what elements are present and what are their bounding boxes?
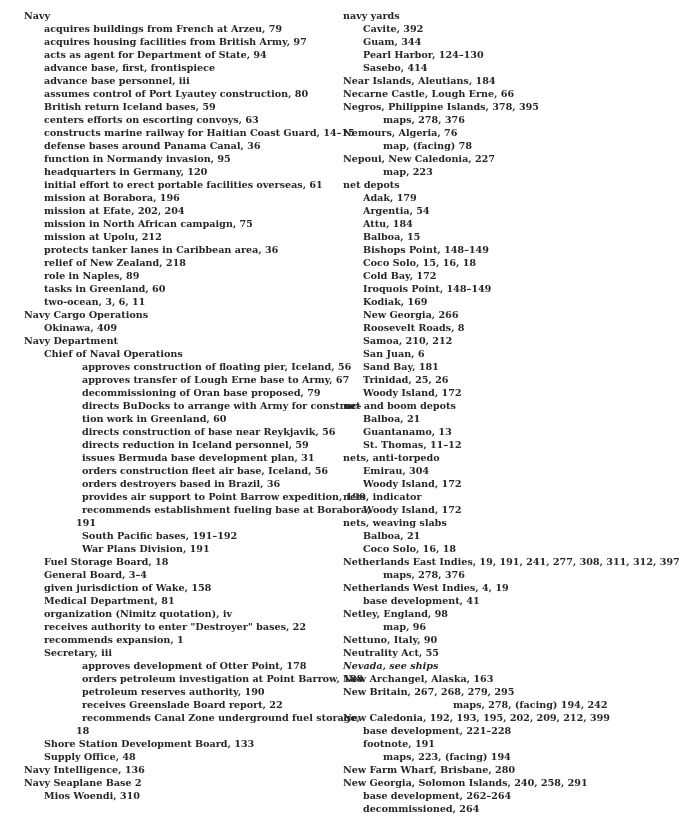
index-subentry: two-ocean, 3, 6, 11	[44, 297, 146, 308]
index-subentry: centers efforts on escorting convoys, 63	[44, 115, 259, 126]
index-heading: Necarne Castle, Lough Erne, 66	[343, 89, 515, 100]
index-heading: Nepoui, New Caledonia, 227	[343, 154, 496, 165]
index-subentry: Coco Solo, 16, 18	[363, 544, 457, 555]
index-subentry: recommends expansion, 1	[44, 635, 184, 646]
index-subentry: base development, 41	[363, 596, 480, 607]
index-subentry: decommissioning of Oran base proposed, 79	[82, 388, 321, 399]
index-subentry: organization (Nimitz quotation), iv	[44, 609, 233, 620]
index-subentry: Medical Department, 81	[44, 596, 175, 607]
index-subentry: receives Greenslade Board report, 22	[82, 700, 283, 711]
index-subentry: maps, 278, (facing) 194, 242	[453, 700, 608, 711]
index-subentry: directs BuDocks to arrange with Army for construc-	[82, 401, 362, 412]
index-subentry: advance base, first, frontispiece	[44, 63, 216, 74]
index-subentry: Woody Island, 172	[363, 388, 462, 399]
index-subentry: acquires buildings from French at Arzeu, 79	[44, 24, 283, 35]
index-heading: Near Islands, Aleutians, 184	[343, 76, 496, 87]
index-subentry: decommissioned, 264	[363, 804, 480, 815]
index-subentry: directs construction of base near Reykjavik, 56	[82, 427, 336, 438]
index-subentry: directs reduction in Iceland personnel, 59	[82, 440, 309, 451]
index-subentry: New Georgia, 266	[363, 310, 459, 321]
index-subentry: Cold Bay, 172	[363, 271, 437, 282]
index-subentry: constructs marine railway for Haitian Coast Guard, 14–15	[44, 128, 355, 139]
index-subentry: Secretary, iii	[44, 648, 113, 659]
index-subentry: mission at Efate, 202, 204	[44, 206, 185, 217]
index-subentry: Trinidad, 25, 26	[363, 375, 449, 386]
index-subentry: map, (facing) 78	[383, 141, 473, 152]
index-subentry: function in Normandy invasion, 95	[44, 154, 231, 165]
index-subentry: given jurisdiction of Wake, 158	[44, 583, 212, 594]
index-heading: Netherlands East Indies, 19, 191, 241, 277, 308, 311, 312, 397	[343, 557, 680, 568]
index-subentry: Mios Woendi, 310	[44, 791, 140, 802]
index-heading: net and boom depots	[343, 401, 456, 412]
index-subentry: orders construction fleet air base, Iceland, 56	[82, 466, 329, 477]
index-heading: New Farm Wharf, Brisbane, 280	[343, 765, 516, 776]
index-heading: net depots	[343, 180, 400, 191]
index-subentry: Balboa, 21	[363, 531, 421, 542]
index-column-right	[343, 10, 680, 816]
index-subentry: protects tanker lanes in Caribbean area, 36	[44, 245, 279, 256]
index-subentry: recommends Canal Zone underground fuel storage,	[82, 713, 360, 724]
index-subentry: advance base personnel, iii	[44, 76, 190, 87]
index-heading: Negros, Philippine Islands, 378, 395	[343, 102, 539, 113]
index-subentry: recommends establishment fueling base at Borabora,	[82, 505, 371, 516]
index-subentry: initial effort to erect portable facilities overseas, 61	[44, 180, 323, 191]
index-subentry: map, 96	[383, 622, 427, 633]
index-heading: Netley, England, 98	[343, 609, 448, 620]
index-subentry: provides air support to Point Barrow expedition, 190	[82, 492, 366, 503]
index-subentry: headquarters in Germany, 120	[44, 167, 208, 178]
index-subentry: British return Iceland bases, 59	[44, 102, 216, 113]
index-subentry: Supply Office, 48	[44, 752, 136, 763]
index-subentry: Guam, 344	[363, 37, 422, 48]
index-subentry: Guantanamo, 13	[363, 427, 452, 438]
index-subentry: orders destroyers based in Brazil, 36	[82, 479, 281, 490]
index-subentry: base development, 262–264	[363, 791, 512, 802]
index-subentry: assumes control of Port Lyautey construction, 80	[44, 89, 309, 100]
index-subentry: Balboa, 21	[363, 414, 421, 425]
index-heading: New Caledonia, 192, 193, 195, 202, 209, 212, 399	[343, 713, 610, 724]
index-subentry: Pearl Harbor, 124–130	[363, 50, 484, 61]
index-subentry: Attu, 184	[363, 219, 413, 230]
index-subentry: orders petroleum investigation at Point Barrow, 188	[82, 674, 364, 685]
index-subentry: maps, 278, 376	[383, 115, 465, 126]
index-subentry: acts as agent for Department of State, 94	[44, 50, 267, 61]
index-subentry: mission in North African campaign, 75	[44, 219, 253, 230]
index-subentry: approves construction of floating pier, Iceland, 56	[82, 362, 352, 373]
index-subentry: St. Thomas, 11–12	[363, 440, 462, 451]
index-heading: New Georgia, Solomon Islands, 240, 258, 291	[343, 778, 588, 789]
index-subentry: acquires housing facilities from British Army, 97	[44, 37, 307, 48]
index-subentry: maps, 278, 376	[383, 570, 465, 581]
index-subentry: Shore Station Development Board, 133	[44, 739, 255, 750]
index-subentry: approves transfer of Lough Erne base to Army, 67	[82, 375, 350, 386]
index-subentry: map, 223	[383, 167, 433, 178]
index-heading: Navy Seaplane Base 2	[24, 778, 142, 789]
index-column-left	[24, 10, 371, 803]
index-subentry: Chief of Naval Operations	[44, 349, 183, 360]
index-subentry: Okinawa, 409	[44, 323, 118, 334]
index-heading: Nevada, see ships	[343, 661, 439, 672]
index-subentry: Balboa, 15	[363, 232, 421, 243]
index-subentry: Emirau, 304	[363, 466, 430, 477]
index-subentry: issues Bermuda base development plan, 31	[82, 453, 315, 464]
index-subentry: approves development of Otter Point, 178	[82, 661, 307, 672]
index-subentry: South Pacific bases, 191–192	[82, 531, 238, 542]
index-subentry: Woody Island, 172	[363, 505, 462, 516]
index-subentry: 18	[76, 726, 90, 737]
index-subentry: petroleum reserves authority, 190	[82, 687, 265, 698]
index-subentry: Woody Island, 172	[363, 479, 462, 490]
index-subentry: mission at Borabora, 196	[44, 193, 180, 204]
index-subentry: San Juan, 6	[363, 349, 425, 360]
index-heading: New Archangel, Alaska, 163	[343, 674, 494, 685]
index-heading: nets, anti-torpedo	[343, 453, 440, 464]
index-subentry: Coco Solo, 15, 16, 18	[363, 258, 477, 269]
index-subentry: maps, 223, (facing) 194	[383, 752, 511, 763]
index-subentry: Argentia, 54	[363, 206, 430, 217]
index-subentry: tasks in Greenland, 60	[44, 284, 166, 295]
index-heading: nets, weaving slabs	[343, 518, 447, 529]
index-subentry: receives authority to enter "Destroyer" bases, 22	[44, 622, 307, 633]
index-heading: Netherlands West Indies, 4, 19	[343, 583, 509, 594]
index-subentry: Adak, 179	[363, 193, 417, 204]
index-subentry: base development, 221–228	[363, 726, 512, 737]
index-heading: Navy Department	[24, 336, 118, 347]
index-subentry: Sasebo, 414	[363, 63, 428, 74]
index-subentry: Bishops Point, 148–149	[363, 245, 489, 256]
index-heading: Neutrality Act, 55	[343, 648, 439, 659]
index-heading: navy yards	[343, 11, 400, 22]
index-subentry: tion work in Greenland, 60	[82, 414, 227, 425]
index-subentry: War Plans Division, 191	[82, 544, 210, 555]
index-heading: Navy	[24, 11, 51, 22]
index-heading: Navy Intelligence, 136	[24, 765, 145, 776]
index-subentry: 191	[76, 518, 97, 529]
index-subentry: Iroquois Point, 148–149	[363, 284, 492, 295]
index-heading: nets, indicator	[343, 492, 422, 503]
index-heading: Navy Cargo Operations	[24, 310, 149, 321]
index-subentry: General Board, 3–4	[44, 570, 147, 581]
index-heading: New Britain, 267, 268, 279, 295	[343, 687, 515, 698]
index-subentry: Cavite, 392	[363, 24, 424, 35]
index-subentry: Sand Bay, 181	[363, 362, 439, 373]
index-subentry: role in Naples, 89	[44, 271, 140, 282]
index-subentry: Kodiak, 169	[363, 297, 428, 308]
index-subentry: mission at Upolu, 212	[44, 232, 162, 243]
index-subentry: Roosevelt Roads, 8	[363, 323, 465, 334]
index-subentry: Samoa, 210, 212	[363, 336, 453, 347]
index-heading: Nettuno, Italy, 90	[343, 635, 438, 646]
index-subentry: defense bases around Panama Canal, 36	[44, 141, 261, 152]
index-subentry: relief of New Zealand, 218	[44, 258, 186, 269]
index-subentry: Fuel Storage Board, 18	[44, 557, 169, 568]
index-heading: Nemours, Algeria, 76	[343, 128, 458, 139]
index-subentry: footnote, 191	[363, 739, 435, 750]
